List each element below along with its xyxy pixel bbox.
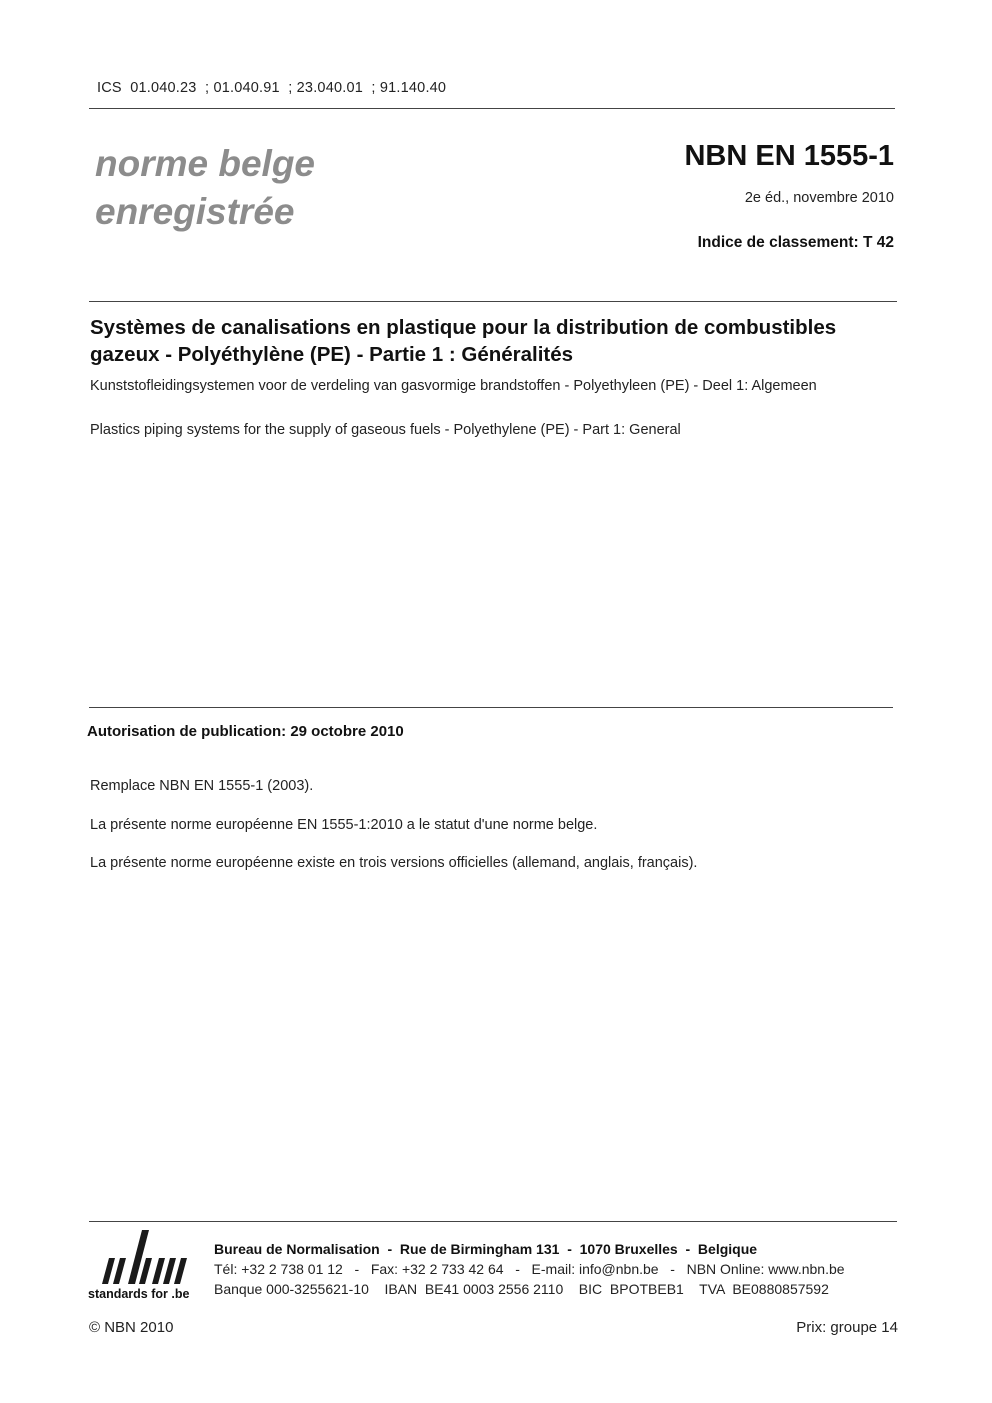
remark-replaces: Remplace NBN EN 1555-1 (2003).	[90, 778, 314, 794]
nbn-logo-text: nbn	[90, 1229, 92, 1230]
footer-address: Bureau de Normalisation - Rue de Birmingham 131 - 1070 Bruxelles - Belgique	[214, 1241, 758, 1257]
footer-bank: Banque 000-3255621-10 IBAN BE41 0003 2556 2110 BIC BPOTBEB1 TVA BE0880857592	[214, 1281, 829, 1297]
title-dutch: Kunststofleidingsystemen voor de verdeling van gasvormige brandstoffen - Polyethyleen (PE) - Deel 1: Algemeen	[90, 378, 817, 394]
classification-index: Indice de classement: T 42	[697, 234, 894, 251]
standard-number: NBN EN 1555-1	[684, 140, 894, 172]
nbn-logo	[88, 1228, 200, 1308]
nbn-logo-mark	[88, 1228, 200, 1286]
remark-versions: La présente norme européenne existe en trois versions officielles (allemand, anglais, français).	[90, 855, 698, 871]
title-top-rule	[89, 301, 897, 302]
publication-authorization: Autorisation de publication: 29 octobre 2010	[87, 723, 404, 740]
title-english: Plastics piping systems for the supply of gaseous fuels - Polyethylene (PE) - Part 1: General	[90, 422, 681, 438]
norme-label-line-1: norme belge	[95, 143, 315, 184]
logo-caption: standards for .be	[88, 1287, 190, 1301]
remark-status: La présente norme européenne EN 1555-1:2010 a le statut d'une norme belge.	[90, 817, 598, 833]
header-rule	[89, 108, 895, 109]
norme-label-line-2: enregistrée	[95, 191, 295, 232]
title-french: Systèmes de canalisations en plastique pour la distribution de combustibles gazeux - Polyéthylène (PE) - Partie 1 : Généralités	[90, 316, 837, 366]
ics-codes: ICS 01.040.23 ; 01.040.91 ; 23.040.01 ; 91.140.40	[97, 80, 447, 96]
price-group: Prix: groupe 14	[796, 1319, 898, 1336]
title-bottom-rule	[89, 707, 893, 708]
footer-contact: Tél: +32 2 738 01 12 - Fax: +32 2 733 42 64 - E-mail: info@nbn.be - NBN Online: www.nbn.be	[214, 1261, 845, 1277]
footer-rule	[89, 1221, 897, 1222]
copyright: © NBN 2010	[89, 1319, 174, 1336]
edition: 2e éd., novembre 2010	[744, 190, 894, 206]
norme-label	[95, 140, 315, 236]
